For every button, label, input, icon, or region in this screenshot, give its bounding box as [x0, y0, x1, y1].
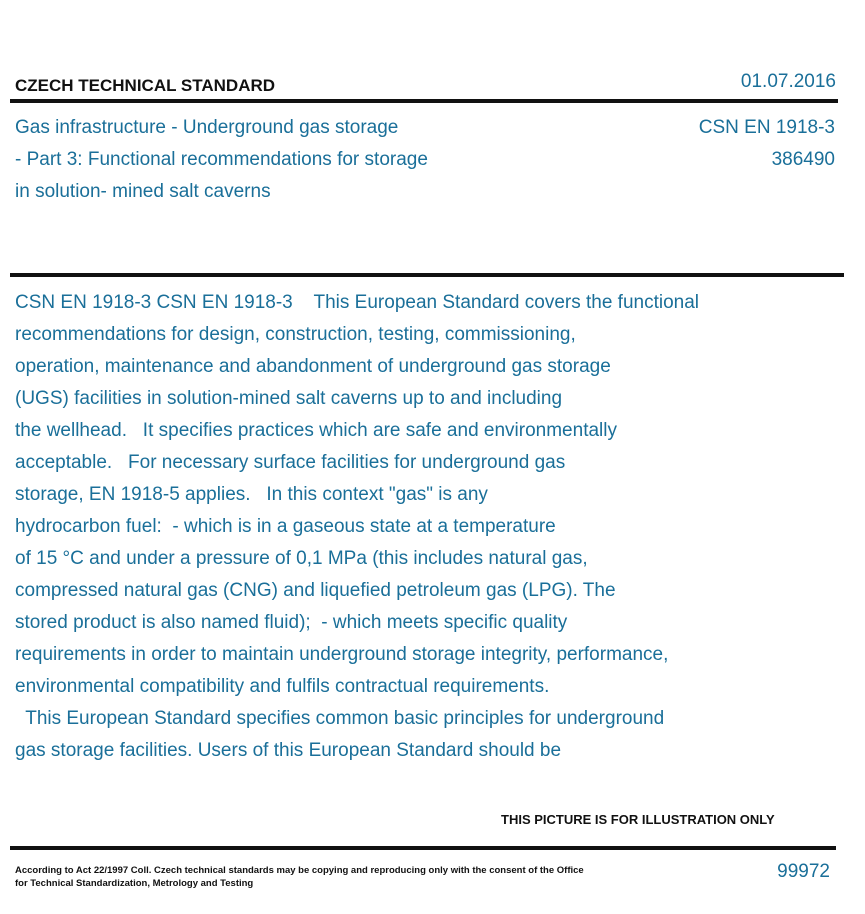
abstract-line: the wellhead. It specifies practices which are safe and environmentally — [15, 420, 617, 441]
legal-notice-line-1: According to Act 22/1997 Coll. Czech technical standards may be copying and reproducing only with the consent of the Office — [15, 865, 584, 876]
standard-code: CSN EN 1918-3 — [698, 117, 835, 138]
header-divider — [10, 99, 838, 103]
catalog-number: 99972 — [777, 861, 830, 882]
standard-label: CZECH TECHNICAL STANDARD — [15, 76, 276, 95]
class-number: 386490 — [771, 149, 835, 170]
abstract-line: compressed natural gas (CNG) and liquefied petroleum gas (LPG). The — [15, 580, 616, 601]
illustration-note: THIS PICTURE IS FOR ILLUSTRATION ONLY — [501, 812, 775, 827]
abstract-line: CSN EN 1918-3 CSN EN 1918-3 This European Standard covers the functional — [15, 292, 700, 313]
abstract-line: recommendations for design, construction, testing, commissioning, — [15, 324, 576, 345]
abstract-line: acceptable. For necessary surface facilities for underground gas — [15, 452, 566, 473]
abstract-line: hydrocarbon fuel: - which is in a gaseous state at a temperature — [15, 516, 556, 537]
abstract-line: stored product is also named fluid); - which meets specific quality — [15, 612, 568, 633]
document-title-line-3: in solution- mined salt caverns — [15, 181, 271, 202]
abstract-line: requirements in order to maintain underground storage integrity, performance, — [15, 644, 669, 665]
publication-date: 01.07.2016 — [740, 71, 836, 92]
abstract-line: environmental compatibility and fulfils contractual requirements. — [15, 676, 550, 697]
abstract-line: of 15 °C and under a pressure of 0,1 MPa (this includes natural gas, — [15, 548, 588, 569]
title-divider — [10, 273, 844, 277]
abstract-line: (UGS) facilities in solution-mined salt caverns up to and including — [15, 388, 563, 409]
legal-notice-line-2: for Technical Standardization, Metrology and Testing — [15, 878, 254, 889]
abstract-line: This European Standard specifies common basic principles for underground — [15, 708, 665, 729]
abstract-line: storage, EN 1918-5 applies. In this context "gas" is any — [15, 484, 488, 505]
footer-divider — [10, 846, 836, 850]
abstract-line: gas storage facilities. Users of this European Standard should be — [15, 740, 562, 761]
document-title-line-2: - Part 3: Functional recommendations for storage — [15, 149, 428, 170]
abstract-line: operation, maintenance and abandonment of underground gas storage — [15, 356, 611, 377]
document-title-line-1: Gas infrastructure - Underground gas storage — [15, 117, 399, 138]
